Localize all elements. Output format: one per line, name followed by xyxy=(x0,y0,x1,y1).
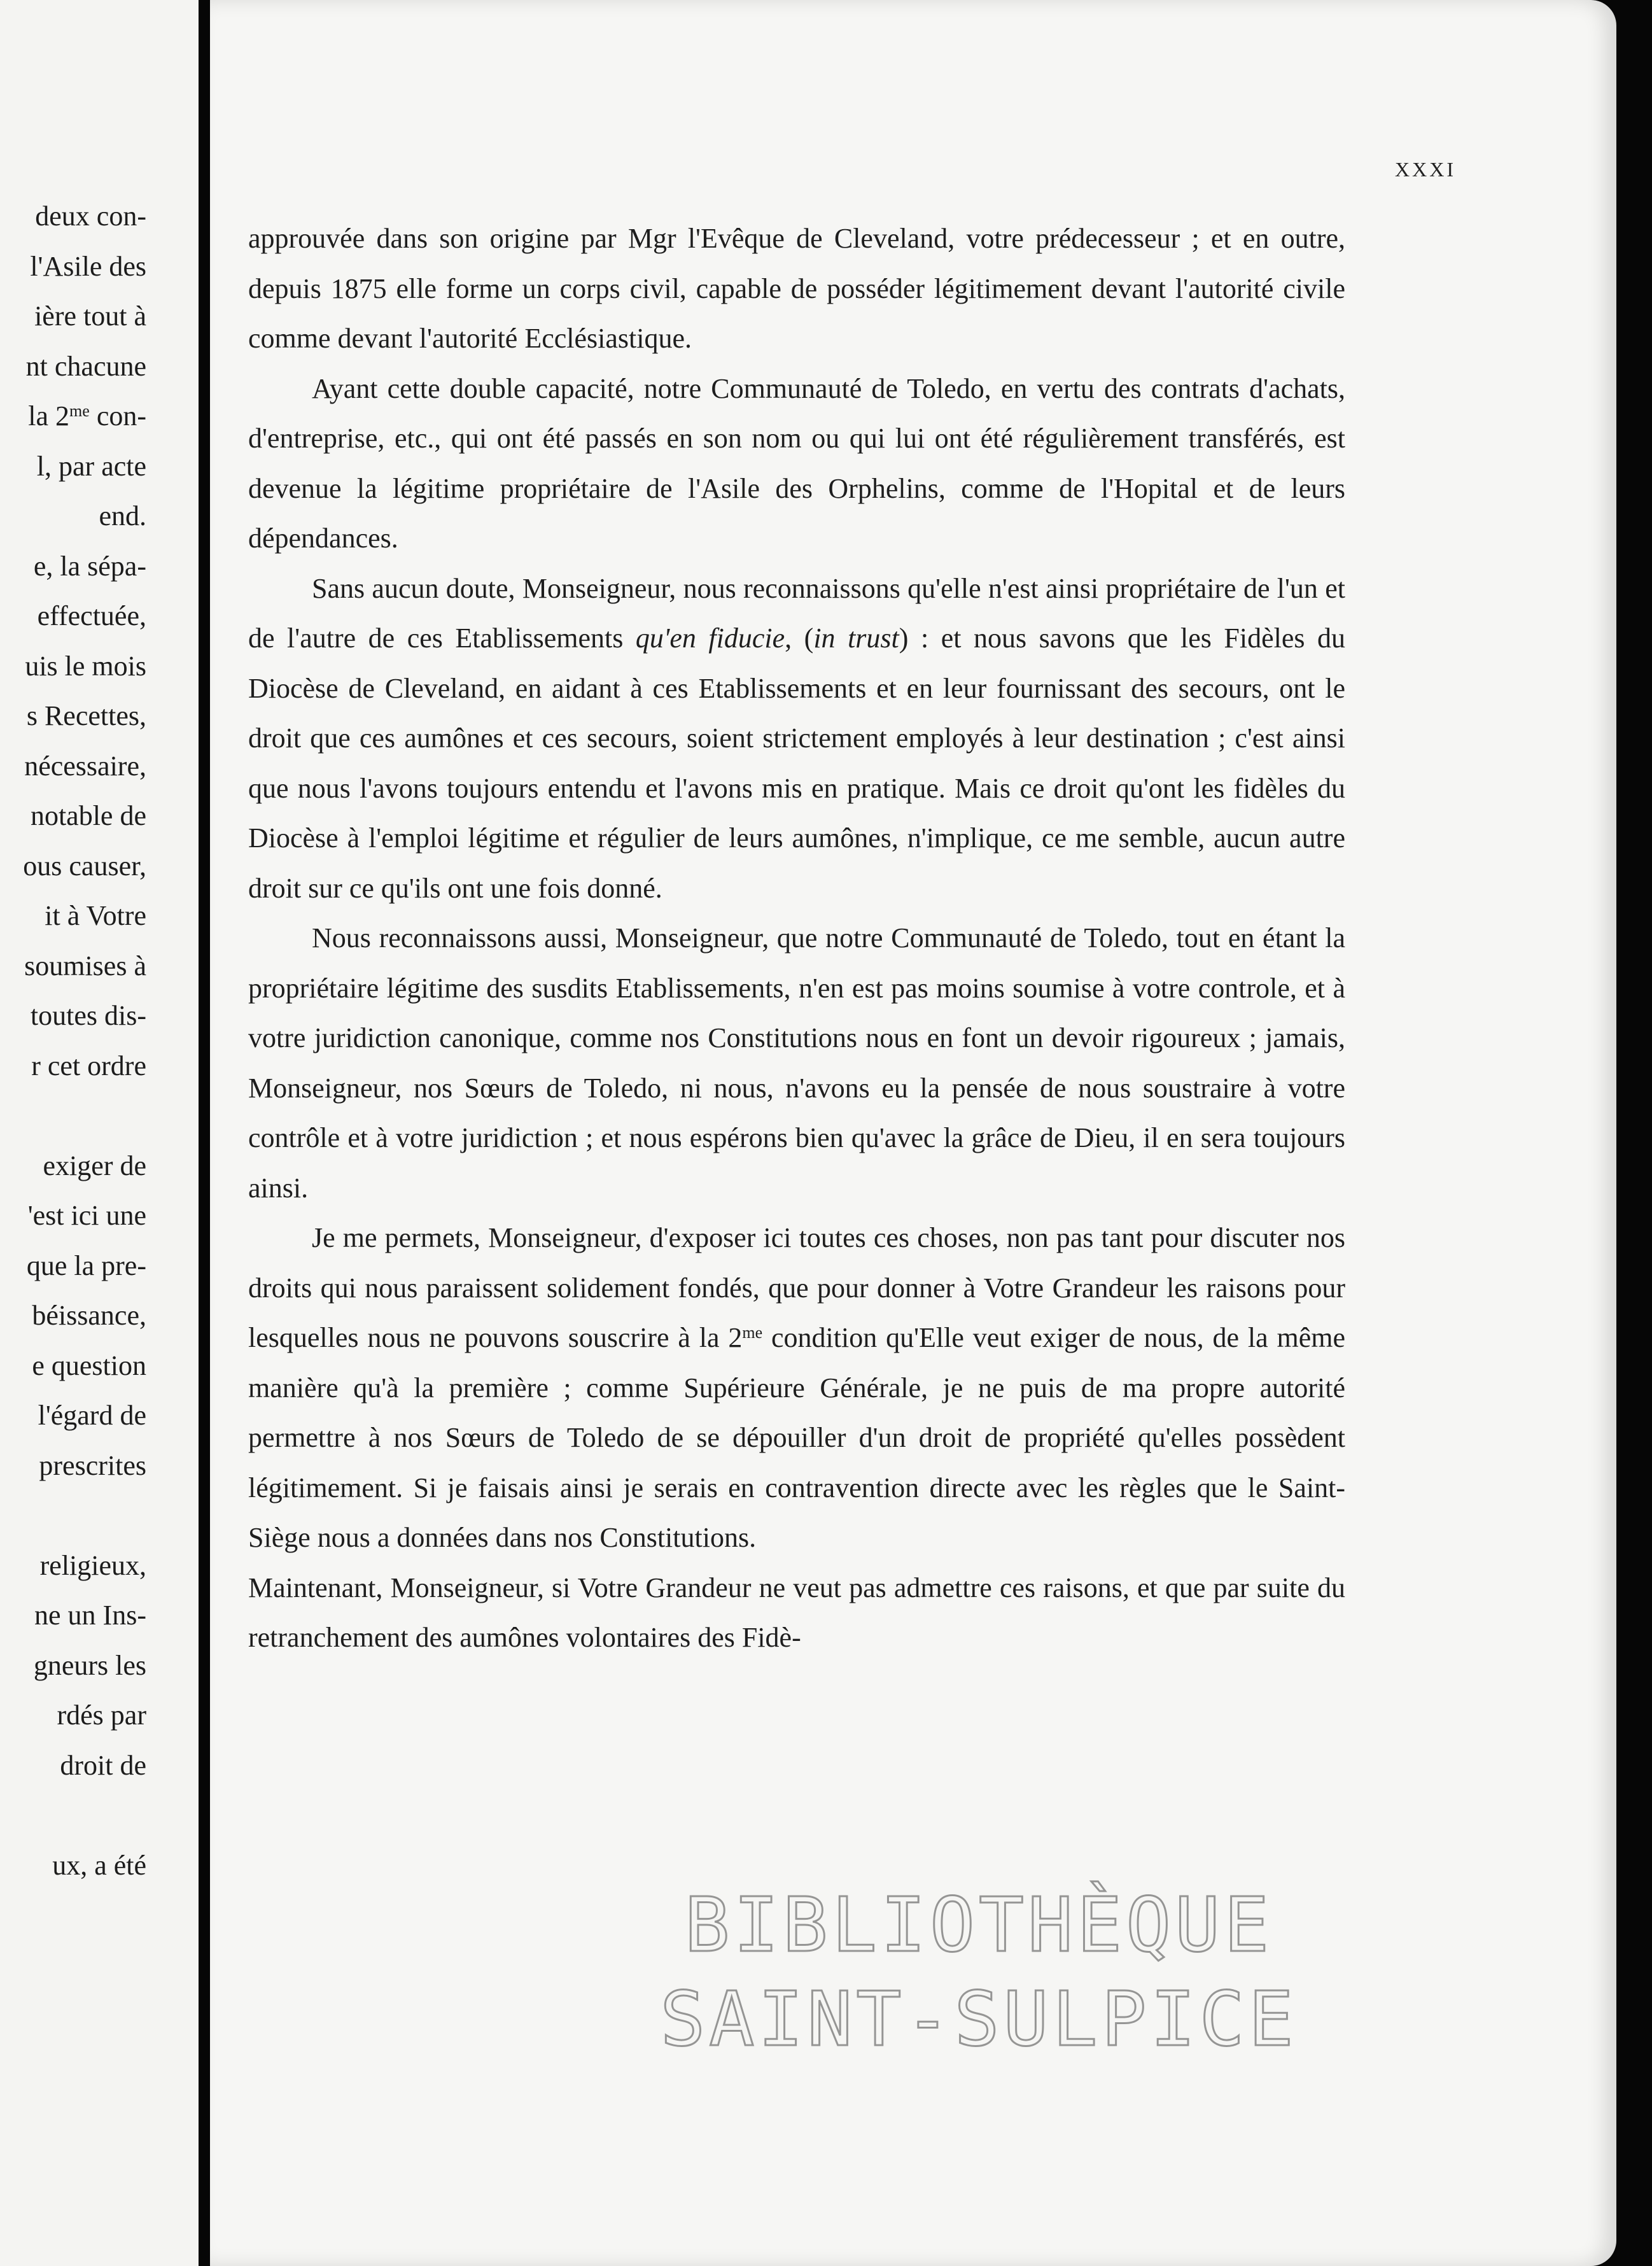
left-page-line: effectuée, xyxy=(37,600,146,631)
paragraph-3-text-b: ) : et nous savons que les Fidèles du Diocèse de Cleveland, en aidant à ces Etablissements et en leur fournissant des secours, ont le droit que ces aumônes et ces secours, soient strictement employés à leur destination ; c'est ainsi que nous l'avons toujours entendu et l'avons mis en pratique. Mais ce droit qu'ont les fidèles du Diocèse à l'emploi légitime et régulier de leurs aumônes, n'implique, ce me semble, aucun autre droit sur ce qu'ils ont une fois donné. xyxy=(248,623,1346,904)
paragraph-5-text-b: condition qu'Elle veut exiger de nous, de la même manière qu'à la première ; comme Supérieure Générale, je ne puis de ma propre autorité permettre à nos Sœurs de Toledo de se dépouiller d'un droit de propriété qu'elles possèdent légitimement. Si je faisais ainsi je serais en contravention directe avec les règles que le Saint-Siège nous a données dans nos Constitutions. xyxy=(248,1322,1345,1553)
left-page-line: nt chacune xyxy=(25,350,146,382)
paragraph-5-text-a: Je me permets, Monseigneur, d'exposer ici toutes ces choses, non pas tant pour discuter nos droits qui nous paraissent solidement fondés, que pour donner à Votre Grandeur les raisons pour lesquelles nous ne pouvons souscrire à la 2 xyxy=(248,1222,1345,1353)
paragraph-3-italic-in-trust: in trust xyxy=(813,623,899,654)
left-page-line: ne un Ins- xyxy=(34,1600,146,1631)
left-page-line: e question xyxy=(32,1349,146,1381)
paragraph-3 xyxy=(248,564,1345,914)
left-page-line: soumises à xyxy=(24,950,146,982)
left-page-line: it à Votre xyxy=(45,900,146,931)
left-page-line: l, par acte xyxy=(36,450,146,482)
stamp-line-1: BIBLIOTHÈQUE xyxy=(684,1881,1273,1969)
left-page-line: e, la sépa- xyxy=(33,550,146,582)
paragraph-3-text-a: Sans aucun doute, Monseigneur, nous reconnaissons qu'elle n'est ainsi propriétaire de l'un et de l'autre de ces Etablissements xyxy=(248,572,1345,654)
library-stamp xyxy=(622,1878,1335,2066)
stamp-line-2: SAINT-SULPICE xyxy=(660,1975,1298,2063)
paragraph-4: Nous reconnaissons aussi, Monseigneur, que notre Communauté de Toledo, tout en étant la propriétaire légitime des susdits Etablissements, n'en est pas moins soumise à votre controle, et à votre juridiction canonique, comme nos Constitutions nous en font un devoir rigoureux ; jamais, Monseigneur, nos Sœurs de Toledo, ni nous, n'avons eu la pensée de nous soustraire à votre contrôle et à votre juridiction ; et nous espérons bien qu'avec la grâce de Dieu, il en sera toujours ainsi. xyxy=(248,922,1345,1204)
left-page-line: end. xyxy=(99,500,146,531)
left-page-fragment xyxy=(0,0,199,2266)
paragraph-3-italic-fiducie: qu'en fiducie xyxy=(635,623,785,654)
left-page-line: ux, a été xyxy=(52,1849,146,1881)
left-page-line: droit de xyxy=(60,1749,146,1781)
left-page-line: religieux, xyxy=(39,1549,146,1581)
paragraph-1: approuvée dans son origine par Mgr l'Evêque de Cleveland, votre prédecesseur ; et en outre, depuis 1875 elle forme un corps civil, capable de posséder légitimement devant l'autorité civile comme devant l'autorité Ecclésiastique. xyxy=(248,223,1345,354)
page-number: XXXI xyxy=(1395,158,1456,181)
left-page-line: deux con- xyxy=(35,201,146,232)
left-page-line: prescrites xyxy=(39,1449,146,1481)
left-page-line: béissance, xyxy=(32,1300,146,1331)
left-page-line: 'est ici une xyxy=(27,1200,146,1231)
left-page-line: exiger de xyxy=(43,1150,146,1181)
left-page-line: toutes dis- xyxy=(30,1000,146,1031)
left-page-line: notable de xyxy=(30,800,146,831)
left-page-line: nécessaire, xyxy=(24,750,146,782)
left-page-line: uis le mois xyxy=(25,650,146,682)
left-page-line: ière tout à xyxy=(34,300,146,332)
paragraph-3-separator: , ( xyxy=(785,623,814,654)
paragraph-6: Maintenant, Monseigneur, si Votre Grandeur ne veut pas admettre ces raisons, et que par suite du retranchement des aumônes volontaires des Fidè- xyxy=(248,1572,1345,1653)
left-page-line: l'Asile des xyxy=(30,250,146,282)
main-page xyxy=(210,0,1616,2266)
left-page-line: l'égard de xyxy=(38,1400,146,1431)
left-page-line: rdés par xyxy=(57,1700,146,1731)
left-page-line: la $2^{me}$ con- xyxy=(28,400,146,432)
left-page-line: gneurs les xyxy=(33,1649,146,1681)
left-page-line: que la pre- xyxy=(26,1249,146,1281)
paragraph-5-superscript: me xyxy=(742,1323,763,1342)
body-text xyxy=(248,214,1345,1663)
paragraph-2: Ayant cette double capacité, notre Communauté de Toledo, en vertu des contrats d'achats, d'entreprise, etc., qui ont été passés en son nom ou qui lui ont été régulièrement transférés, est devenue la légitime propriétaire de l'Asile des Orphelins, comme de l'Hopital et de leurs dépendances. xyxy=(248,372,1345,554)
left-page-line: s Recettes, xyxy=(26,700,146,731)
left-page-line: ous causer, xyxy=(23,850,146,882)
left-page-line: r cet ordre xyxy=(31,1050,146,1081)
paragraph-5 xyxy=(248,1213,1345,1563)
